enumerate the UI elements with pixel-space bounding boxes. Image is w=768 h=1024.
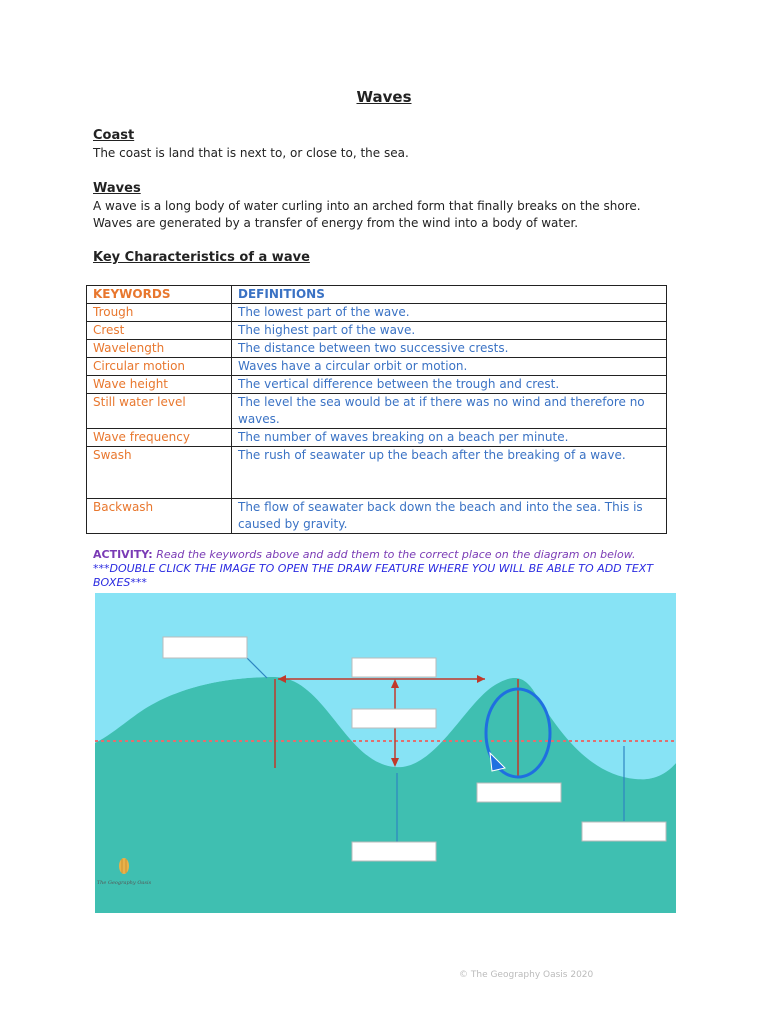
definition-cell: The distance between two successive crests. — [232, 340, 667, 358]
table-row — [87, 447, 667, 499]
table-row — [87, 358, 667, 376]
definition-cell: The flow of seawater back down the beach and into the sea. This is caused by gravity. — [232, 499, 667, 534]
copyright-footer: © The Geography Oasis 2020 — [459, 970, 594, 980]
definition-cell: The vertical difference between the trough and crest. — [232, 376, 667, 394]
coast-text: The coast is land that is next to, or close to, the sea. — [93, 146, 409, 160]
page-title: Waves — [356, 88, 412, 106]
logo-text: The Geography Oasis — [96, 880, 152, 886]
definitions-header: DEFINITIONS — [232, 286, 667, 304]
keyword-cell: Circular motion — [87, 358, 232, 376]
keyword-cell: Crest — [87, 322, 232, 340]
keyword-cell: Swash — [87, 447, 232, 499]
definition-cell: The lowest part of the wave. — [232, 304, 667, 322]
activity-label: ACTIVITY: — [93, 548, 153, 561]
keyword-cell: Still water level — [87, 394, 232, 429]
keyword-cell: Wave frequency — [87, 429, 232, 447]
keyword-cell: Wavelength — [87, 340, 232, 358]
table-row — [87, 322, 667, 340]
table-row — [87, 376, 667, 394]
keyword-cell: Backwash — [87, 499, 232, 534]
definition-cell: The level the sea would be at if there was no wind and therefore no waves. — [232, 394, 667, 429]
activity-text: Read the keywords above and add them to the correct place on the diagram on below. — [156, 548, 636, 561]
definition-cell: Waves have a circular orbit or motion. — [232, 358, 667, 376]
definition-cell: The number of waves breaking on a beach per minute. — [232, 429, 667, 447]
label-box-wavelength[interactable] — [352, 658, 436, 677]
waves-heading: Waves — [93, 181, 141, 196]
coast-heading: Coast — [93, 128, 135, 143]
table-row — [87, 394, 667, 429]
activity-caps-note: ***DOUBLE CLICK THE IMAGE TO OPEN THE DRAW FEATURE WHERE YOU WILL BE ABLE TO ADD TEXT BOXES*** — [93, 562, 654, 589]
definition-cell: The rush of seawater up the beach after the breaking of a wave. — [232, 447, 667, 499]
label-box-wave-height[interactable] — [352, 709, 436, 728]
table-row — [87, 499, 667, 534]
table-header-row — [87, 286, 667, 304]
table-row — [87, 429, 667, 447]
keyword-cell: Trough — [87, 304, 232, 322]
label-box-still-water[interactable] — [582, 822, 666, 841]
label-box-crest[interactable] — [163, 637, 247, 658]
logo-shell-icon — [119, 858, 129, 874]
definition-cell: The highest part of the wave. — [232, 322, 667, 340]
label-box-trough[interactable] — [352, 842, 436, 861]
key-characteristics-heading: Key Characteristics of a wave — [93, 250, 310, 265]
activity-instructions — [93, 548, 663, 590]
waves-text: A wave is a long body of water curling into an arched form that finally breaks on the shore. Waves are generated by a transfer of energy from the wind into a body of water. — [93, 199, 641, 230]
keyword-cell: Wave height — [87, 376, 232, 394]
table-row — [87, 340, 667, 358]
keywords-header: KEYWORDS — [87, 286, 232, 304]
keywords-table — [86, 285, 667, 534]
label-box-circular-motion[interactable] — [477, 783, 561, 802]
table-row — [87, 304, 667, 322]
wave-diagram[interactable] — [95, 593, 676, 913]
